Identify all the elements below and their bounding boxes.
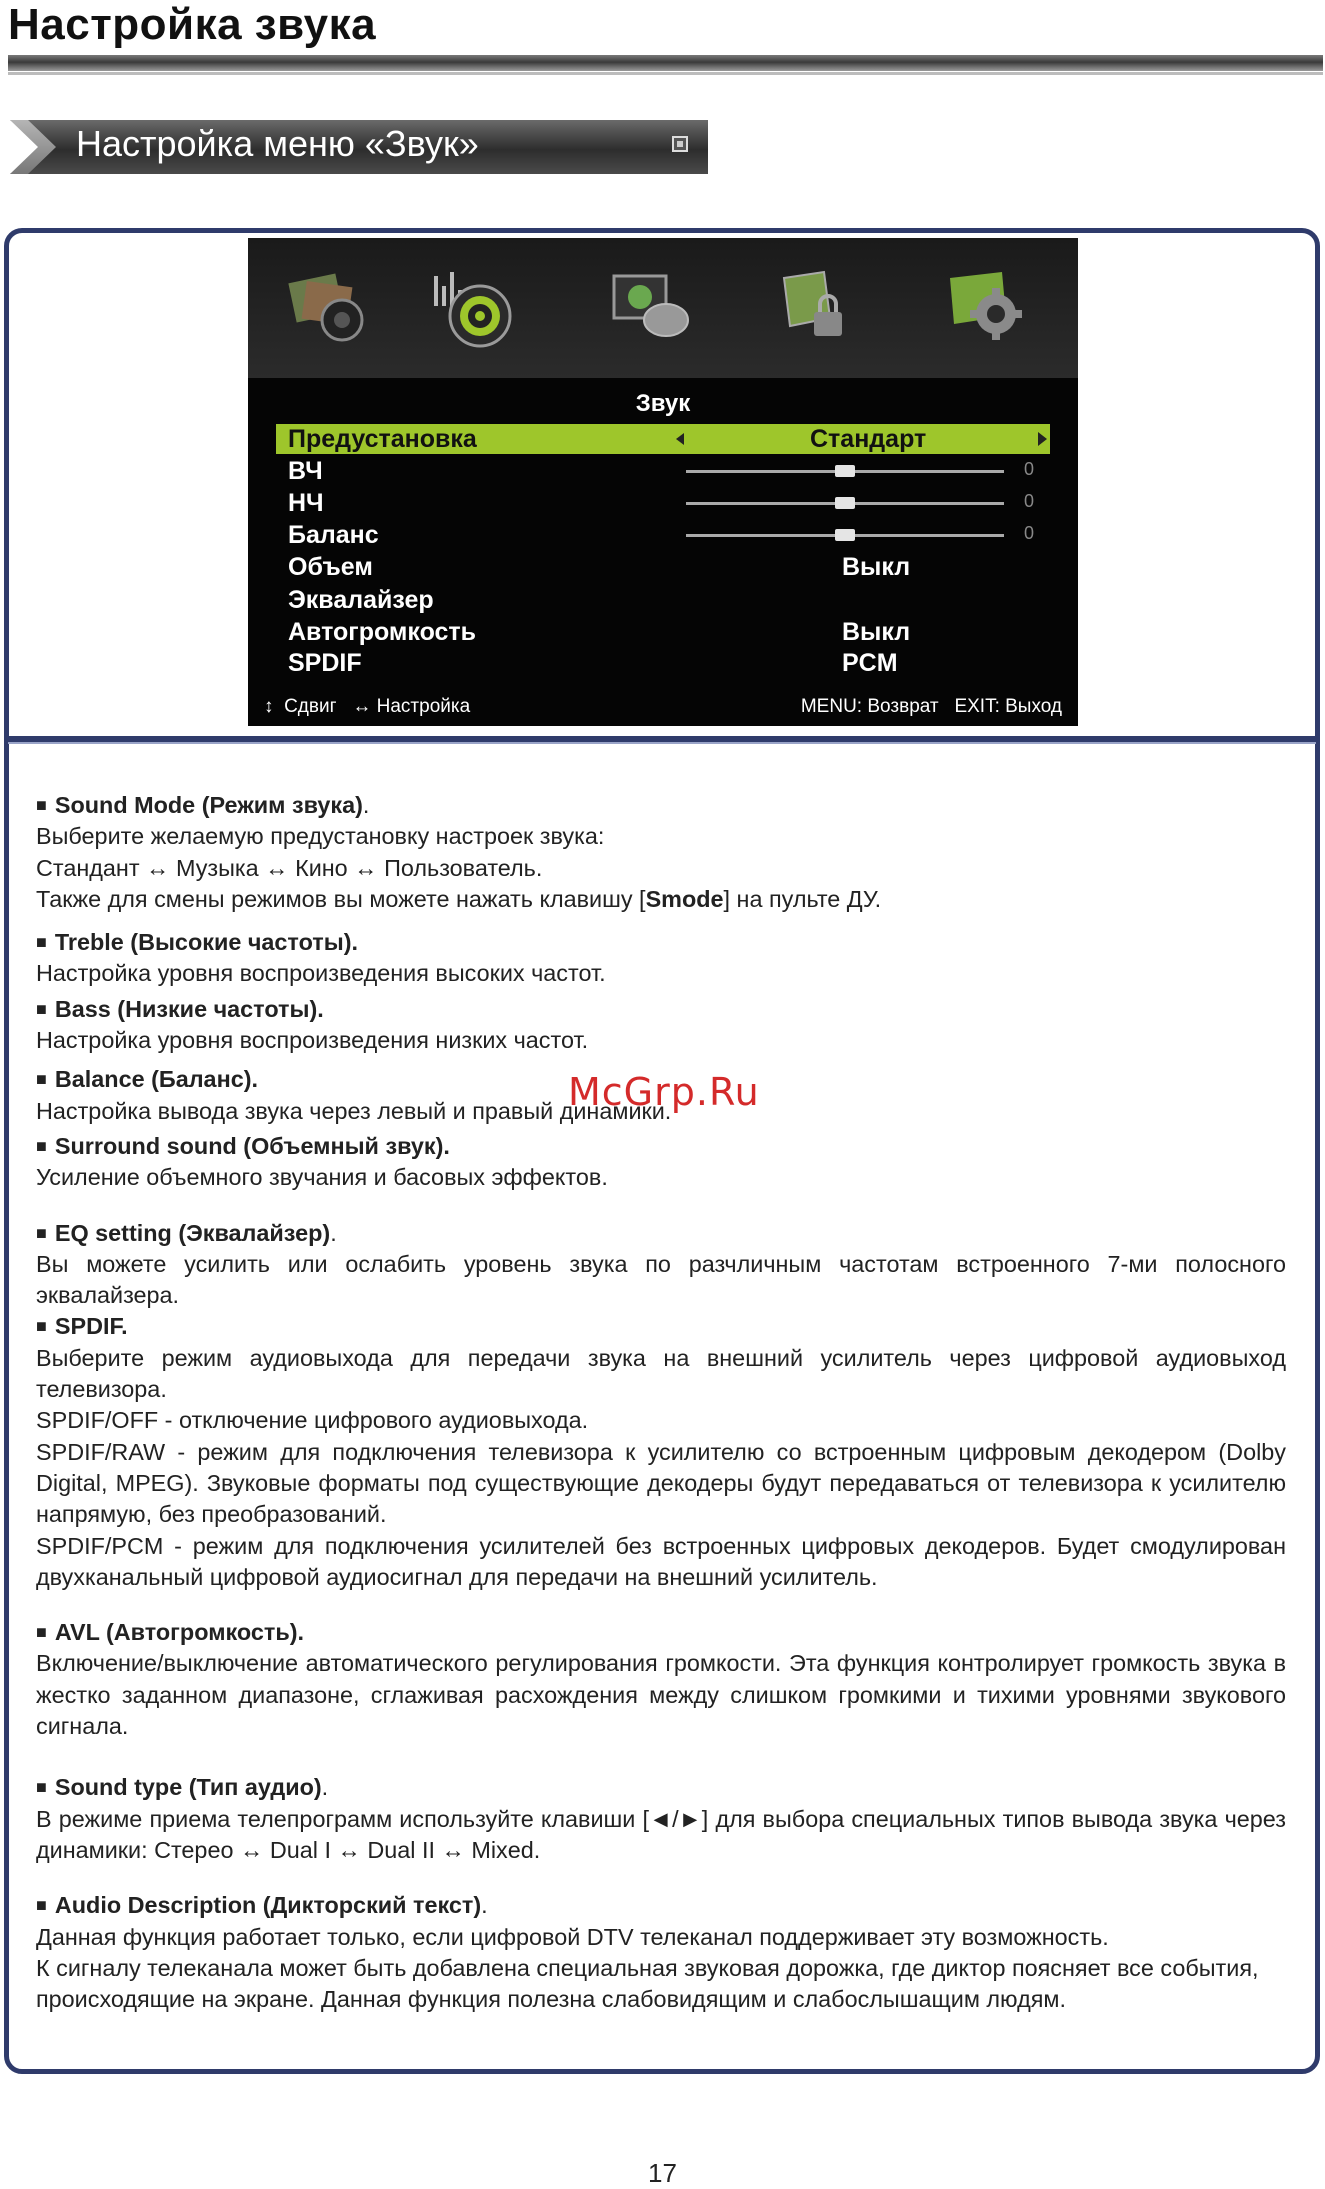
menu-row-label: Баланс: [288, 521, 379, 549]
square-bullet-icon: ■: [36, 1135, 47, 1156]
menu-row-balance[interactable]: [276, 520, 1050, 550]
hint-keys: [801, 696, 1062, 718]
menu-title: Звук: [635, 390, 691, 417]
hint-navigation: [264, 696, 470, 718]
section-title: Настройка меню «Звук»: [76, 123, 479, 164]
smode-key: Smode: [645, 885, 724, 912]
section-heading: ■ SPDIF.: [36, 1313, 128, 1340]
square-bullet-icon: ■: [36, 1069, 47, 1090]
section-heading: ■ Treble (Высокие частоты).: [36, 929, 358, 956]
paragraph: SPDIF/OFF - отключение цифрового аудиовыхода.: [36, 1407, 589, 1434]
paragraph: Выберите режим аудиовыхода для передачи звука на внешний усилитель через цифровой аудиовыход телевизора.: [36, 1344, 1286, 1403]
arrow-right-icon[interactable]: [1038, 432, 1047, 446]
square-bullet-icon: ■: [36, 1222, 47, 1243]
menu-row-preset[interactable]: [276, 424, 1050, 454]
paragraph: Настройка уровня воспроизведения низких частот.: [36, 1027, 589, 1054]
lock-icon: [770, 268, 860, 348]
menu-row-treble[interactable]: [276, 456, 1050, 486]
slider-knob[interactable]: [835, 529, 855, 541]
menu-row-avl[interactable]: [276, 617, 1050, 647]
menu-row-label: Автогромкость: [288, 618, 477, 646]
square-icon: [672, 136, 688, 152]
slider-knob[interactable]: [835, 465, 855, 477]
menu-row-label: НЧ: [288, 489, 324, 517]
hint-adjust: Настройка: [376, 696, 471, 717]
menu-row-value: PCM: [842, 649, 898, 677]
section-heading: ■ Sound type (Тип аудио).: [36, 1774, 329, 1801]
watermark: McGrp.Ru: [568, 1070, 760, 1114]
picture-icon: [284, 268, 374, 348]
slider-knob[interactable]: [835, 497, 855, 509]
square-bullet-icon: ■: [36, 1316, 47, 1337]
channel-icon: [608, 268, 698, 348]
slider-value: 0: [1024, 459, 1035, 479]
section-heading: ■ Sound Mode (Режим звука).: [36, 792, 370, 818]
menu-icon-strip: [248, 238, 1078, 378]
updown-arrow-icon: ↕: [264, 696, 274, 717]
menu-row-value: Стандарт: [810, 425, 927, 453]
paragraph: Настройка вывода звука через левый и правый динамики.: [36, 1097, 672, 1124]
menu-row-spdif[interactable]: [276, 648, 1050, 678]
square-bullet-icon: ■: [36, 1777, 47, 1798]
paragraph: SPDIF/RAW - режим для подключения телевизора к усилителю со встроенным цифровым декодером (Dolby Digital, MPEG). Звуковые форматы под существующие декодеры будут передаваться от телевизора к усилителю напрямую, без преобразований.: [36, 1438, 1286, 1528]
title-rule: [8, 55, 1323, 71]
menu-row-value: Выкл: [842, 618, 911, 646]
menu-row-value: Выкл: [842, 553, 911, 581]
paragraph: К сигналу телеканала может быть добавлена специальная звуковая дорожка, где диктор поясняет все события, происходящие на экране. Данная функция полезна слабовидящим и слабослышащим людям.: [36, 1954, 1259, 2013]
page-number: 17: [648, 2158, 677, 2188]
paragraph: Стандант ↔ Музыка ↔ Кино ↔ Пользователь.: [36, 854, 543, 881]
menu-row-label: Объем: [288, 553, 373, 581]
hint-exit: EXIT: Выход: [954, 696, 1062, 717]
tv-menu-screenshot: [248, 238, 1078, 726]
leftright-arrow-icon: ↔: [352, 696, 372, 717]
page-title: Настройка звука: [8, 0, 377, 49]
section-heading: ■ Surround sound (Объемный звук).: [36, 1132, 450, 1159]
hint-move: Сдвиг: [284, 696, 337, 717]
frame-divider: [8, 736, 1316, 742]
square-bullet-icon: ■: [36, 998, 47, 1019]
square-bullet-icon: ■: [36, 1895, 47, 1916]
section-heading: ■ Balance (Баланс).: [36, 1066, 258, 1093]
section-heading: ■ AVL (Автогромкость).: [36, 1619, 305, 1646]
menu-row-label: Предустановка: [288, 425, 477, 453]
arrow-left-icon[interactable]: [676, 433, 684, 445]
paragraph: Усиление объемного звучания и басовых эффектов.: [36, 1164, 608, 1191]
menu-row-bass[interactable]: [276, 488, 1050, 518]
square-bullet-icon: ■: [36, 932, 47, 953]
slider-value: 0: [1024, 523, 1035, 543]
manual-body: [36, 790, 1286, 2015]
section-heading: ■ Audio Description (Дикторский текст).: [36, 1892, 488, 1919]
menu-row-equalizer[interactable]: [276, 585, 1050, 615]
paragraph: Настройка уровня воспроизведения высоких частот.: [36, 960, 606, 987]
menu-row-label: ВЧ: [288, 457, 323, 485]
hint-menu: MENU: Возврат: [800, 696, 939, 717]
section-heading: ■ Bass (Низкие частоты).: [36, 995, 324, 1022]
paragraph: Выберите желаемую предустановку настроек звука:: [36, 823, 605, 850]
square-bullet-icon: ■: [36, 1622, 47, 1643]
section-heading: ■ EQ setting (Эквалайзер).: [36, 1219, 337, 1246]
paragraph: Данная функция работает только, если цифровой DTV телеканал поддерживает эту возможность.: [36, 1923, 1109, 1950]
paragraph: В режиме приема телепрограмм используйте клавиши [◄/►] для выбора специальных типов вывода звука через динамики: Стерео ↔ Dual I ↔ Dual II ↔ Mixed.: [36, 1805, 1286, 1863]
setup-icon: [942, 268, 1032, 348]
paragraph: Также для смены режимов вы можете нажать клавишу [Smode] на пульте ДУ.: [36, 885, 882, 912]
menu-row-surround[interactable]: [276, 552, 1050, 582]
square-bullet-icon: ■: [36, 795, 47, 815]
slider-value: 0: [1024, 491, 1035, 511]
paragraph: Вы можете усилить или ослабить уровень звука по разчличным частотам встроенного 7-ми полосного эквалайзера.: [36, 1250, 1286, 1309]
paragraph: SPDIF/PCM - режим для подключения усилителей без встроенных цифровых декодеров. Будет смодулирован двухканальный цифровой аудиосигнал для передачи на внешний усилитель.: [36, 1532, 1286, 1590]
menu-row-label: SPDIF: [288, 649, 362, 677]
sound-icon: [428, 268, 518, 348]
paragraph: Включение/выключение автоматического регулирования громкости. Эта функция контролирует громкость звука в жестко заданном диапазоне, сглаживая расхождения между слишком громкими и тихими уровнями звукового сигнала.: [36, 1650, 1286, 1740]
menu-row-label: Эквалайзер: [288, 586, 434, 614]
